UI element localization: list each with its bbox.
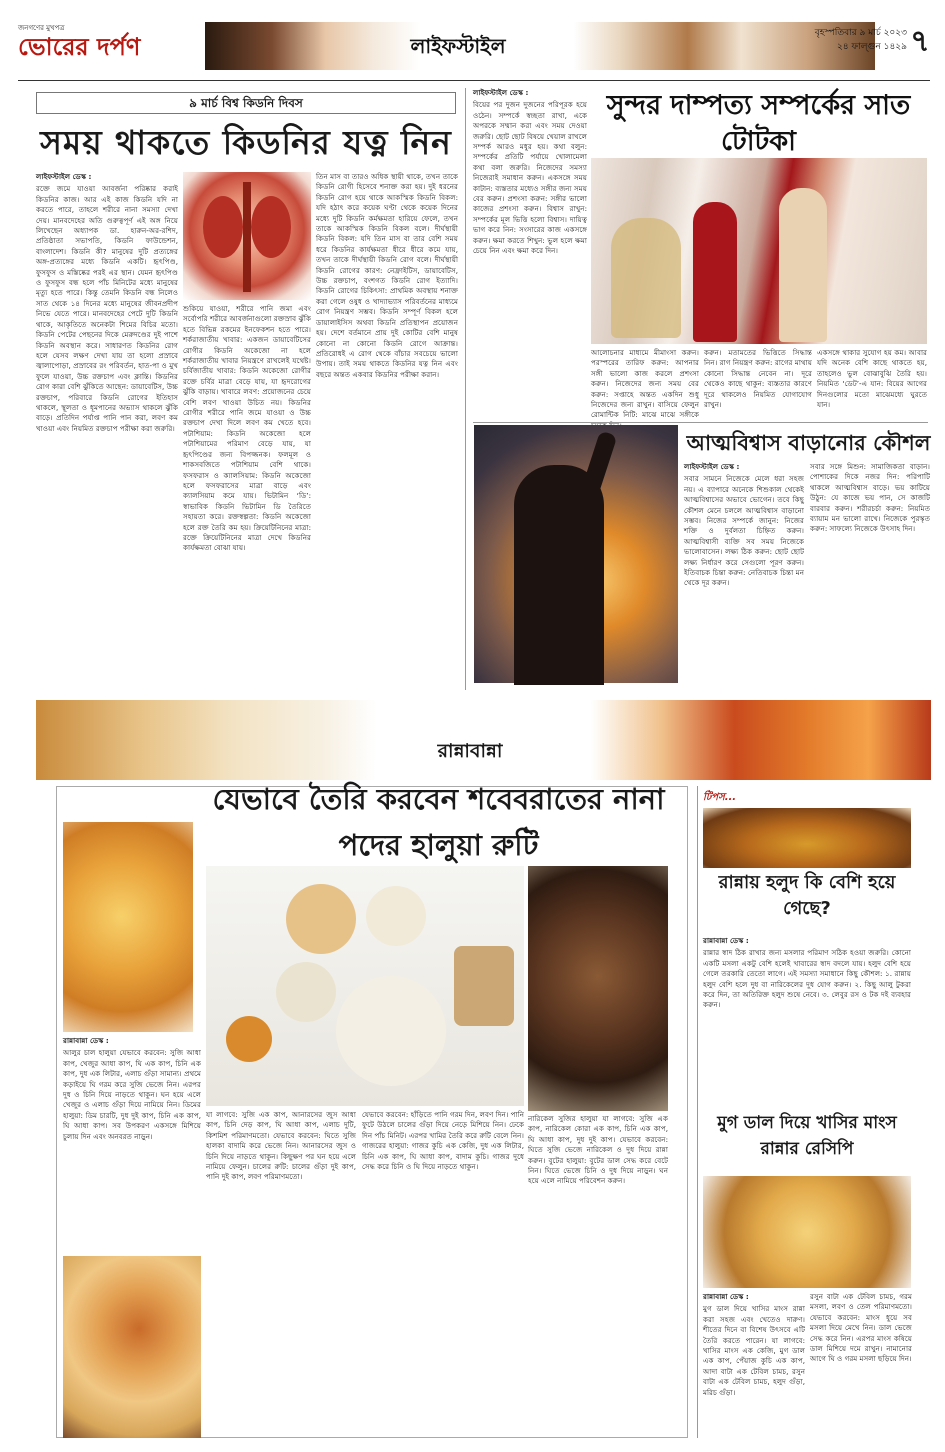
turmeric-headline: রান্নায় হলুদ কি বেশি হয়ে গেছে?: [718, 872, 896, 919]
halua-body-3: যেভাবে করবেন: হাঁড়িতে পানি গরম দিন, লবণ দিন। পানি ফুটে উঠলে চালের গুঁড়া দিয়ে নেড়ে মিশিয়ে নিন। ঢেকে দিন পাঁচ মিনিট। এরপর খামির তৈরি করে রুটি বেলে নিন। গাজরের হালুয়া: গাজর কুচি এক কেজি, দুধ এক লিটার, চিনি এক কাপ, ঘি আধা কাপ, বাদাম কুচি। গাজর দুধে সেদ্ধ করে চিনি ও ঘি দিয়ে নাড়তে থাকুন।: [362, 1110, 524, 1172]
confidence-column-1: [684, 462, 804, 688]
mutton-byline: রান্নাবান্না ডেস্ক :: [703, 1292, 749, 1301]
confidence-byline: লাইফস্টাইল ডেস্ক :: [684, 462, 740, 471]
shab-e-barat-platter-photo: [206, 866, 524, 1106]
kidney-kicker: ৯ মার্চ বিশ্ব কিডনি দিবস: [36, 92, 456, 114]
turmeric-byline: রান্নাবান্না ডেস্ক :: [703, 936, 749, 945]
marriage-body-4: একসঙ্গে থাকার সুযোগ হয় কম। আবার যদি অনেক বেশি কাছে থাকতে হয়, তাহলেও ভুল বোঝাবুঝি তৈরি হয়। নিয়মিত ‘ডেট’-এ যান: বিয়ের আগের দিনগুলোর মতো মাঝেমধ্যে ঘুরতে যান।: [817, 348, 927, 410]
halua-dessert-photo: [63, 822, 193, 1032]
kidney-column-3: [316, 172, 458, 690]
kidney-body-2: শুকিয়ে যাওয়া, শরীরে পানি জমা এবং সর্বোপরি শরীরে আবর্জনাগুলো রক্তস্রাব ঝুঁকি হতে বিভিন্ন রকমের ইনফেকশন হতে পারে। শর্করাজাতীয় খাবার: একজন ডায়াবেটিসের রোগীর কিডনি অকেজো না হলে শর্করাজাতীয় খাবার নিয়ন্ত্রণে রাখলেই যথেষ্ট। চর্বিজাতীয় খাবার: কিডনি অকেজো রোগীর রক্তে চর্বির মাত্রা বেড়ে যায়, যা হৃদরোগের ঝুঁকি বাড়ায়। খাবারে লবণ: প্রয়োজনের চেয়ে বেশি লবণ খাওয়া উচিত নয়। কিডনির রোগীর শরীরে পানি জমে যাওয়া ও উচ্চ রক্তচাপ দেখা দিলে লবণ কম খেতে হবে। পটাশিয়াম: কিডনি অকেজো হলে পটাশিয়ামের পরিমাণ বেড়ে যায়, যা হৃৎপিণ্ডের জন্য বিপজ্জনক। ফলমূল ও শাকসবজিতে পটাশিয়াম বেশি থাকে। ফসফরাস ও ক্যালসিয়াম: কিডনি অকেজো হলে ফসফরাসের মাত্রা বাড়ে এবং ক্যালসিয়াম কমে যায়। ভিটামিন ‘ডি’: স্বাভাবিক কিডনি ভিটামিন ডি তৈরিতে সহায়তা করে। রক্তস্বল্পতা: কিডনি অকেজো হলে রক্ত তৈরি কম হয়। ক্রিয়েটিনিনের মাত্রা: রক্তে ক্রিয়েটিনিনের মাত্রা দেখে কিডনির কার্যক্ষমতা বোঝা যায়।: [183, 304, 311, 553]
section-title: লাইফস্টাইল: [410, 34, 506, 58]
confidence-headline: আত্মবিশ্বাস বাড়ানোর কৌশল: [686, 431, 931, 455]
newspaper-logo: [18, 22, 198, 66]
kidney-byline: লাইফস্টাইল ডেস্ক :: [36, 172, 92, 181]
marriage-body-1: বিয়ের পর দুজন দুজনের পরিপূরক হয়ে ওঠেন। সম্পর্কে স্বচ্ছতা রাখা, একে অপরকে সম্মান করা এবং সময় দেওয়া জরুরি। ছোট ছোট বিষয়ে খেয়াল রাখলে সম্পর্ক আরও মধুর হয়। কথা বলুন: সম্পর্কের প্রতিটি পর্যায়ে খোলামেলা কথা বলা জরুরি। নিজেদের সমস্যা নিজেরাই সমাধান করুন। একসঙ্গে সময় কাটান: ব্যস্ততার মধ্যেও সঙ্গীর জন্য সময় বের করুন। প্রশংসা করুন: সঙ্গীর ভালো কাজের প্রশংসা করুন। বিশ্বাস রাখুন: সম্পর্কের মূল ভিত্তি হলো বিশ্বাস। দায়িত্ব ভাগ করে নিন: সংসারের কাজ একসঙ্গে করুন। ক্ষমা করতে শিখুন: ভুল হলে ক্ষমা চেয়ে নিন এবং ক্ষমা করে দিন।: [473, 100, 587, 256]
mutton-column-2: [810, 1292, 912, 1438]
cooking-section-title: রান্নাবান্না: [395, 735, 545, 767]
mutton-body-2: রসুন বাটা এক টেবিল চামচ, গরম মসলা, লবণ ও তেল পরিমাণমতো। যেভাবে করবেন: মাংস ধুয়ে সব মসলা দিয়ে মেখে নিন। ডাল ভেজে সেদ্ধ করে নিন। এরপর মাংস কষিয়ে ডাল মিশিয়ে দমে রাখুন। নামানোর আগে ঘি ও গরম মসলা ছড়িয়ে দিন।: [810, 1292, 912, 1364]
column-rule: [465, 88, 466, 690]
tips-logo: টিপস...: [703, 792, 737, 803]
kidney-column-1: [36, 172, 178, 690]
wedding-couple-photo: [591, 158, 927, 344]
date-gregorian: বৃহস্পতিবার ৯ মার্চ ২০২৩: [814, 28, 907, 38]
halua-headline: যেভাবে তৈরি করবেন শবেবরাতের নানা পদের হালুয়া রুটি: [212, 782, 665, 862]
halua-body-2: যা লাগবে: সুজি এক কাপ, আনারসের জুস আধা কাপ, চিনি দেড় কাপ, ঘি আধা কাপ, এলাচ দুটি, কিশমিশ পরিমাণমতো। যেভাবে করবেন: ঘিতে সুজি হালকা বাদামি করে ভেজে নিন। আনারসের জুস ও চিনি দিয়ে নাড়তে থাকুন। কিছুক্ষণ পর ঘন হয়ে এলে নামিয়ে ফেলুন। চালের রুটি: চালের গুঁড়া দুই কাপ, পানি দুই কাপ, লবণ পরিমাণমতো।: [206, 1110, 356, 1182]
halua-column-3: [362, 1110, 524, 1436]
kidney-illustration: [183, 172, 311, 300]
marriage-headline: সুন্দর দাম্পত্য সম্পর্কের সাত টোটকা: [606, 90, 911, 157]
marriage-column-2: [591, 348, 699, 420]
turmeric-curry-photo: [703, 808, 911, 868]
logo-tagline: জনগণের মুখপত্র: [18, 24, 65, 32]
marriage-body-3: করুন। মতামতের ভিত্তিতে সিদ্ধান্ত নিন। রাগ নিয়ন্ত্রণ করুন: রাগের মাথায় কোনো সিদ্ধান্ত নেবেন না। দূরে থেকেও কাছে থাকুন: ব্যস্ততার কারণে দূরে থাকলেও নিয়মিত যোগাযোগ রাখুন।: [704, 348, 812, 410]
kidney-body-3: তিন মাস বা তারও অধিক স্থায়ী থাকে, তখন তাকে কিডনি রোগী হিসেবে শনাক্ত করা হয়। দুই ধরনের কিডনি রোগ হয়ে থাকে আকস্মিক কিডনি বিকল: যদি হঠাৎ করে কয়েক ঘণ্টা থেকে কয়েক দিনের মধ্যে দুটি কিডনি কর্মক্ষমতা হারিয়ে ফেলে, তখন তাকে আকস্মিক কিডনি বিকল বলে। দীর্ঘস্থায়ী কিডনি বিকল: যদি তিন মাস বা তার বেশি সময় ধরে কিডনির কার্যক্ষমতা ধীরে ধীরে কমে যায়, তখন তাকে দীর্ঘস্থায়ী কিডনি রোগ বলে। দীর্ঘস্থায়ী কিডনি রোগের কারণ: নেফ্রাইটিস, ডায়াবেটিস, উচ্চ রক্তচাপ, বংশগত কিডনি রোগ ইত্যাদি। কিডনি রোগের চিকিৎসা: প্রাথমিক অবস্থায় শনাক্ত করা গেলে ওষুধ ও খাদ্যাভ্যাস পরিবর্তনের মাধ্যমে রোগ নিয়ন্ত্রণ সম্ভব। কিডনি সম্পূর্ণ বিকল হলে ডায়ালাইসিস অথবা কিডনি প্রতিস্থাপন প্রয়োজন হয়। দেশে বর্তমানে প্রায় দুই কোটির বেশি মানুষ কোনো না কোনো কিডনি রোগে আক্রান্ত। প্রতিরোধই এ রোগ থেকে বাঁচার সবচেয়ে ভালো উপায়। তাই সময় থাকতে কিডনির যত্ন নিন এবং বছরে অন্তত একবার কিডনির পরীক্ষা করান।: [316, 172, 458, 379]
confidence-body-2: সবার সঙ্গে মিশুন: সামাজিকতা বাড়ান। পোশাকের দিকে নজর দিন: পরিপাটি থাকলে আত্মবিশ্বাস বাড়ে। ভয় কাটিয়ে উঠুন: যে কাজে ভয় পান, সে কাজটি বারবার করুন। শরীরচর্চা করুন: নিয়মিত ব্যায়াম মন ভালো রাখে। নিজেকে পুরস্কৃত করুন: সাফল্যে নিজেকে উৎসাহ দিন।: [810, 462, 930, 534]
date-bengali: ২৪ ফাল্গুন ১৪২৯: [836, 42, 907, 52]
halua-body-4: নারিকেল সুজির হালুয়া যা লাগবে: সুজি এক কাপ, নারিকেল কোরা এক কাপ, চিনি এক কাপ, ঘি আধা কাপ, দুধ দুই কাপ। যেভাবে করবেন: ঘিতে সুজি ভেজে নারিকেল ও দুধ দিয়ে রান্না করুন। বুটের হালুয়া: বুটের ডাল সেদ্ধ করে বেটে নিন। ঘিতে ভেজে চিনি ও দুধ দিয়ে নাড়ুন। ঘন হয়ে এলে নামিয়ে পরিবেশন করুন।: [528, 1114, 668, 1186]
confidence-silhouette-photo: [474, 425, 678, 683]
kidney-column-2: [183, 304, 311, 690]
halua-column-4: [528, 1114, 668, 1436]
masthead: [0, 0, 945, 82]
halua-column-1: [63, 1036, 201, 1252]
marriage-column-4: [817, 348, 927, 420]
mung-dal-mutton-photo: [703, 1176, 911, 1288]
mutton-body-1: মুগ ডাল দিয়ে খাসির মাংস রান্না করা সহজ এবং খেতেও দারুণ। শীতের দিনে বা বিশেষ উৎসবে এটি তৈরি করতে পারেন। যা লাগবে: খাসির মাংস এক কেজি, মুগ ডাল এক কাপ, পেঁয়াজ কুচি এক কাপ, আদা বাটা এক টেবিল চামচ, রসুন বাটা এক টেবিল চামচ, হলুদ গুঁড়া, মরিচ গুঁড়া।: [703, 1304, 805, 1397]
page-number: ৭: [910, 24, 930, 59]
halua-body-1: আলুর চাল হালুয়া যেভাবে করবেন: সুজি আধা কাপ, খেজুর আধা কাপ, ঘি এক কাপ, চিনি এক কাপ, দুধ এক লিটার, এলাচ গুঁড়া সামান্য। প্রথমে কড়াইয়ে ঘি গরম করে সুজি ভেজে নিন। এরপর দুধ ও চিনি দিয়ে নাড়তে থাকুন। ঘন হয়ে এলে খেজুর ও এলাচ গুঁড়া দিয়ে নামিয়ে নিন। ডিমের হালুয়া: ডিম চারটি, দুধ দুই কাপ, চিনি এক কাপ, ঘি আধা কাপ। সব উপকরণ একসঙ্গে মিশিয়ে চুলায় দিন এবং অনবরত নাড়ুন।: [63, 1048, 201, 1141]
halua-column-2: [206, 1110, 356, 1436]
marriage-byline: লাইফস্টাইল ডেস্ক :: [473, 88, 529, 97]
section-rule: [473, 422, 928, 423]
turmeric-body: রান্নার স্বাদ ঠিক রাখার জন্য মসলার পরিমাণ সঠিক হওয়া জরুরি। কোনো একটি মসলা একটু বেশি হলেই খাবারের স্বাদ বদলে যায়। হলুদ বেশি হয়ে গেলে তরকারি তেতো লাগে। এই সমস্যা সমাধানে কিছু কৌশল: ১. রান্নায় হলুদ বেশি হলে দুধ বা নারিকেলের দুধ যোগ করুন। ২. কিছু আলু টুকরা করে দিন, তা অতিরিক্ত হলুদ শুষে নেবে। ৩. লেবুর রস ও টক দই ব্যবহার করুন।: [703, 948, 911, 1010]
mutton-headline: মুগ ডাল দিয়ে খাসির মাংস রান্নার রেসিপি: [717, 1113, 897, 1159]
mutton-column-1: [703, 1292, 805, 1438]
marriage-column-1: [473, 88, 587, 344]
marriage-body-2: আলোচনার মাধ্যমে মীমাংসা করুন। পরস্পরের তারিফ করুন: আপনার সঙ্গী ভালো কাজ করলে প্রশংসা করুন। নিজেদের জন্য সময় বের করুন: সপ্তাহে অন্তত একদিন শুধু নিজেদের জন্য রাখুন। বাসিয়ে ফেলুন রোমান্টিক নিটি: মাঝে মাঝে সঙ্গীকে: [591, 348, 699, 420]
column-rule: [697, 786, 698, 1438]
confidence-body-1: সবার সামনে নিজেকে মেলে ধরা সহজ নয়। এ ব্যাপারে অনেকে শিশুকাল থেকেই আত্মবিশ্বাসের অভাবে ভোগেন। তবে কিছু কৌশল মেনে চললে আত্মবিশ্বাস বাড়ানো সম্ভব। নিজের সম্পর্কে জানুন: নিজের শক্তি ও দুর্বলতা চিহ্নিত করুন। আত্মবিশ্বাসী ব্যক্তি সব সময় নিজেকে ভালোবাসেন। লক্ষ্য ঠিক করুন: ছোট ছোট লক্ষ্য নির্ধারণ করে সেগুলো পূরণ করুন। ইতিবাচক চিন্তা করুন: নেতিবাচক চিন্তা মন থেকে দূর করুন।: [684, 474, 804, 588]
logo-text: ভোরের দর্পণ: [18, 32, 141, 61]
biryani-photo: [63, 1256, 201, 1438]
halua-byline: রান্নাবান্না ডেস্ক :: [63, 1036, 109, 1045]
masthead-rule: [18, 80, 930, 81]
kidney-headline: সময় থাকতে কিডনির যত্ন নিন: [40, 123, 452, 162]
mutton-curry-photo: [528, 866, 668, 1111]
kidney-body-1: রক্তে জমে যাওয়া আবর্জনা পরিষ্কার করাই কিডনির কাজ। আর এই কাজ কিডনি যদি না করতে পারে, তাহলে শরীরে নানা সমস্যা দেখা দেয়। মানবদেহের অতি গুরুত্বপূর্ণ এই অঙ্গ নিয়ে লিখেছেন অধ্যাপক ডা. হারুন-অর-রশিদ, প্রতিষ্ঠাতা সভাপতি, কিডনি ফাউন্ডেশন, বাংলাদেশ। কিডনি কী? মানুষের দুটি প্রত্যঙ্গের অঙ্গ-প্রত্যঙ্গের মধ্যে কিডনি একটি। হৃৎপিণ্ড, ফুসফুস ও মস্তিষ্কের পরই এর স্থান। যেমন হৃৎপিণ্ড ও ফুসফুস বন্ধ হলে পাঁচ মিনিটের মধ্যে মানুষের মৃত্যু হতে পারে। কিন্তু তেমনি কিডনি বন্ধ নিলেও সাত থেকে ১৪ দিনের মধ্যে মানুষের জীবনপ্রদীপ নিভে যেতে পারে। মানবদেহের পেটে দুটি কিডনি থাকে, আকৃতিতে অনেকটা শিমের বিচির মতো। কিডনি পেটের পেছনের দিকে মেরুদণ্ডের দুই পাশে কিডনি অবস্থান করে। সাধারণত কিডনির রোগ হলে যেসব লক্ষণ দেখা যায় তা হলো প্রস্রাবে জ্বালাপোড়া, প্রস্রাবের রং পরিবর্তন, হাত-পা ও মুখ ফুলে যাওয়া, উচ্চ রক্তচাপ এবং ক্লান্তি। কিডনির রোগ কারা বেশি ঝুঁকিতে আছেন: ডায়াবেটিস, উচ্চ রক্তচাপ, পরিবারে কিডনি রোগের ইতিহাস থাকলে, স্থূলতা ও ধূমপানের অভ্যাস থাকলে ঝুঁকি বাড়ে। প্রতিদিন পর্যাপ্ত পানি পান করা, লবণ কম খাওয়া এবং নিয়মিত রক্তচাপ পরীক্ষা করা জরুরি।: [36, 184, 178, 433]
issue-date: [772, 26, 907, 54]
turmeric-body-column: [703, 936, 911, 1106]
marriage-column-3: [704, 348, 812, 420]
confidence-column-2: [810, 462, 930, 688]
